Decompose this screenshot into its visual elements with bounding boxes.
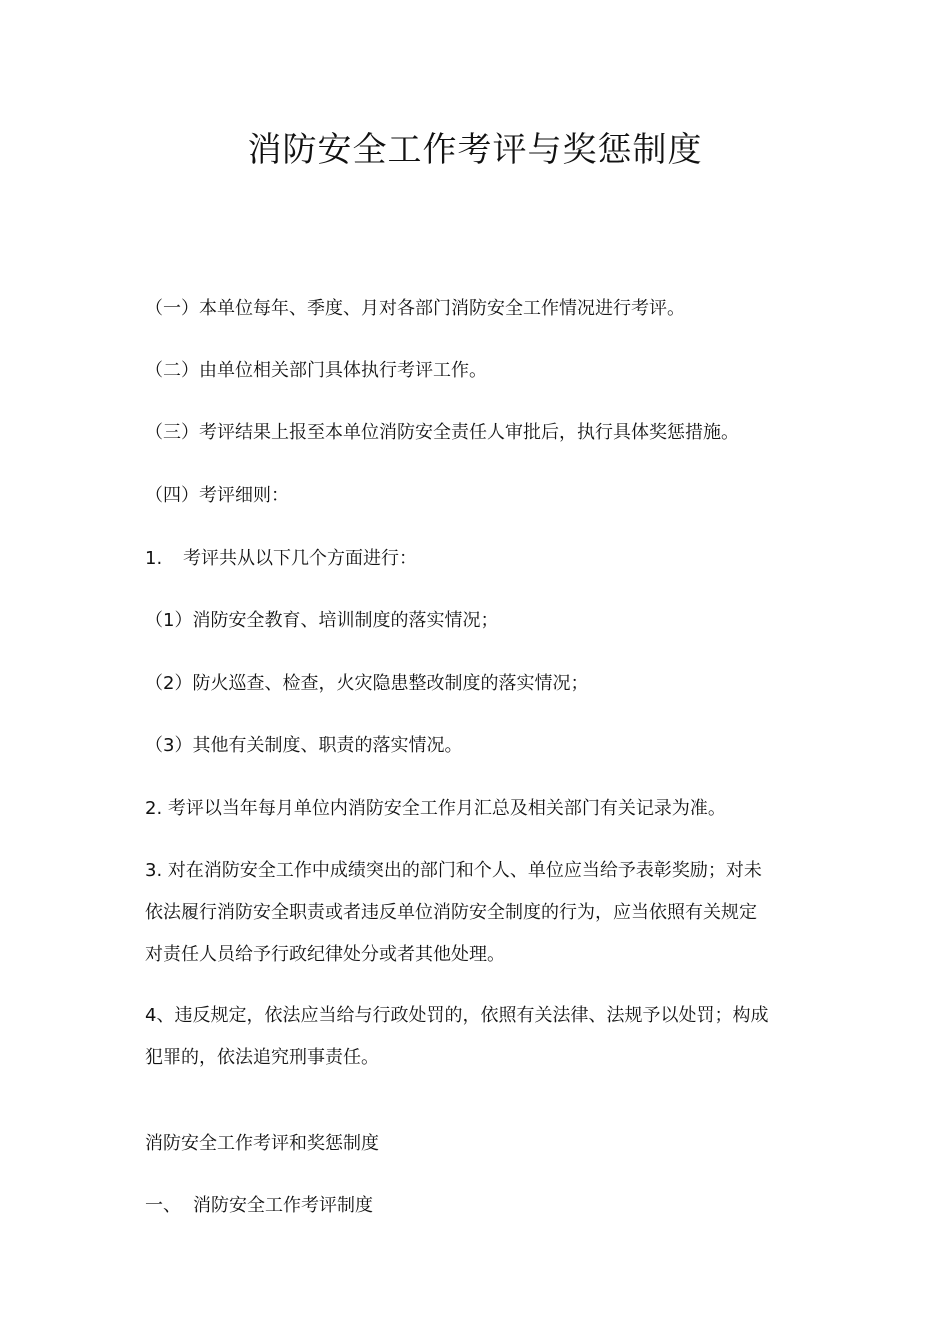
paragraph-3: （三）考评结果上报至本单位消防安全责任人审批后，执行具体奖惩措施。 <box>145 422 739 443</box>
paragraph-1: （一）本单位每年、季度、月对各部门消防安全工作情况进行考评。 <box>145 298 685 319</box>
paragraph-10-line-2: 依法履行消防安全职责或者违反单位消防安全制度的行为，应当依照有关规定 <box>145 902 757 923</box>
paragraph-10-line-3: 对责任人员给予行政纪律处分或者其他处理。 <box>145 944 505 965</box>
subsection-text: 消防安全工作考评制度 <box>193 1195 373 1216</box>
document-title: 消防安全工作考评与奖惩制度 <box>247 130 703 170</box>
section-heading: 消防安全工作考评和奖惩制度 <box>145 1133 379 1154</box>
subsection-number: 一、 <box>145 1195 181 1216</box>
paragraph-2: （二）由单位相关部门具体执行考评工作。 <box>145 360 487 381</box>
paragraph-6: （1）消防安全教育、培训制度的落实情况； <box>145 610 499 631</box>
paragraph-11-line-1: 4、违反规定，依法应当给与行政处罚的，依照有关法律、法规予以处罚；构成 <box>145 1005 769 1026</box>
paragraph-8: （3）其他有关制度、职责的落实情况。 <box>145 735 463 756</box>
paragraph-7: （2）防火巡查、检查，火灾隐患整改制度的落实情况； <box>145 673 589 694</box>
subsection-heading <box>145 1185 815 1227</box>
paragraph-10 <box>145 850 815 976</box>
list-number: 1. <box>145 548 163 569</box>
paragraph-11-line-2: 犯罪的，依法追究刑事责任。 <box>145 1047 379 1068</box>
paragraph-4: （四）考评细则： <box>145 485 289 506</box>
paragraph-9: 2. 考评以当年每月单位内消防安全工作月汇总及相关部门有关记录为准。 <box>145 798 726 819</box>
paragraph-10-line-1: 3. 对在消防安全工作中成绩突出的部门和个人、单位应当给予表彰奖励；对未 <box>145 860 762 881</box>
paragraph-5 <box>145 538 815 580</box>
list-text: 考评共从以下几个方面进行： <box>183 548 417 569</box>
paragraph-11 <box>145 995 815 1079</box>
